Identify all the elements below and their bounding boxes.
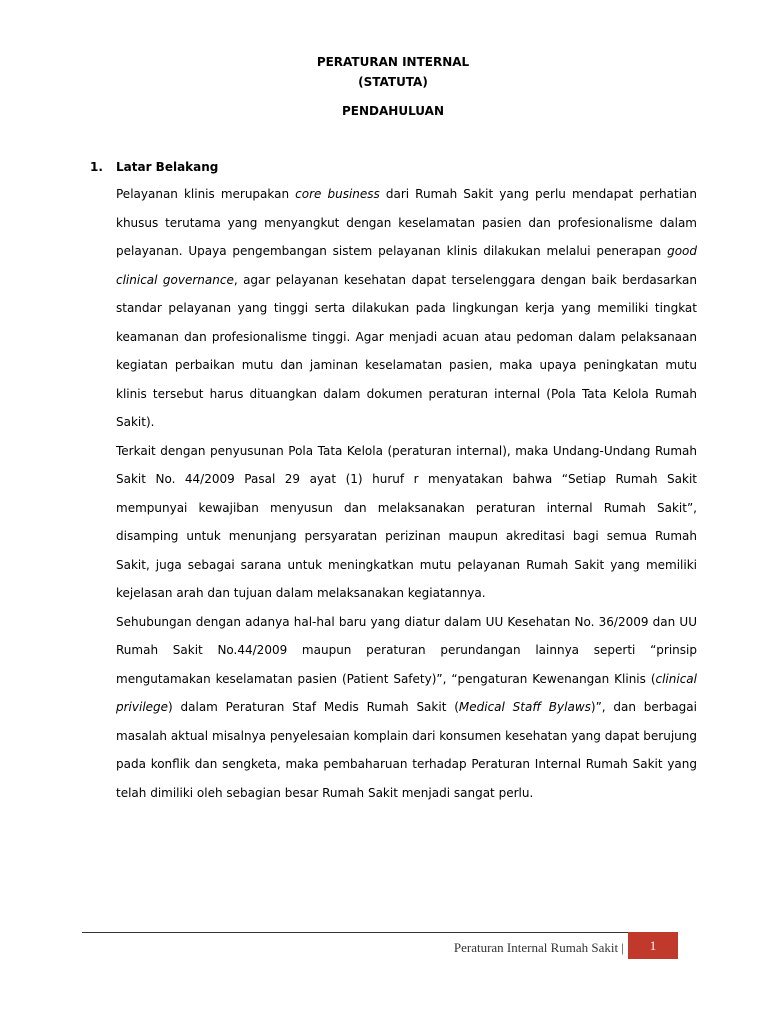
text-run: Sehubungan dengan adanya hal-hal baru yang diatur dalam UU Kesehatan No. 36/2009 dan UU Rumah Sakit No.44/2009 maupun peraturan perundangan lainnya seperti “prinsip mengutamakan keselamatan pasien (Patient Safety)”, “pengaturan Kewenangan Klinis (: [116, 614, 697, 686]
footer-label: Peraturan Internal Rumah Sakit |: [453, 940, 624, 955]
chapter-heading: PENDAHULUAN: [342, 104, 444, 118]
italic-term: clinical privilege: [116, 671, 697, 714]
italic-term: core business: [295, 187, 380, 201]
paragraph: [116, 608, 697, 808]
text-run: Pelayanan klinis merupakan: [116, 187, 296, 201]
text-run: ) dalam Peraturan Staf Medis Rumah Sakit (: [168, 700, 459, 714]
text-run: , agar pelayanan kesehatan dapat terselenggara dengan baik berdasarkan standar pelayanan yang tinggi serta dilakukan pada lingkungan kerja yang memiliki tingkat keamanan dan profesionalisme tinggi. Agar menjadi acuan atau pedoman dalam pelaksanaan kegiatan perbaikan mutu dan jaminan keselamatan pasien, maka upaya peningkatan mutu klinis tersebut harus dituangkan dalam dokumen peraturan internal (Pola Tata Kelola Rumah Sakit).: [116, 272, 697, 429]
paragraph: [116, 437, 697, 608]
text-run: Terkait dengan penyusunan Pola Tata Kelola (peraturan internal), maka Undang-Undang Rumah Sakit No. 44/2009 Pasal 29 ayat (1) huruf r menyatakan bahwa “Setiap Rumah Sakit mempunyai kewajiban menyusun dan melaksanakan peraturan internal Rumah Sakit”, disamping untuk menunjang persyaratan perizinan maupun akreditasi bagi semua Rumah Sakit, juga sebagai sarana untuk meningkatkan mutu pelayanan Rumah Sakit yang memiliki kejelasan arah dan tujuan dalam melaksanakan kegiatannya.: [116, 443, 697, 600]
italic-term: good clinical governance: [116, 244, 697, 287]
page-number: 1: [649, 937, 657, 953]
text-run: dari Rumah Sakit yang perlu mendapat perhatian khusus terutama yang menyangkut dengan keselamatan pasien dan profesionalisme dalam pelayanan. Upaya pengembangan sistem pelayanan klinis dilakukan melalui penerapan: [116, 187, 698, 258]
body-text: [116, 180, 697, 807]
footer-divider: [82, 932, 678, 933]
section-title: Latar Belakang: [116, 160, 219, 174]
paragraph: [116, 180, 697, 437]
text-run: )”, dan berbagai masalah aktual misalnya penyelesaian komplain dari konsumen kesehatan yang dapat berujung pada konflik dan sengketa, maka pembaharuan terhadap Peraturan Internal Rumah Sakit yang telah dimiliki oleh sebagian besar Rumah Sakit menjadi sangat perlu.: [116, 700, 697, 800]
document-subtitle: (STATUTA): [358, 75, 428, 89]
page-number-badge: [628, 932, 678, 959]
italic-term: Medical Staff Bylaws: [458, 700, 591, 714]
section-number: 1.: [90, 160, 103, 174]
document-title: PERATURAN INTERNAL: [316, 55, 470, 69]
